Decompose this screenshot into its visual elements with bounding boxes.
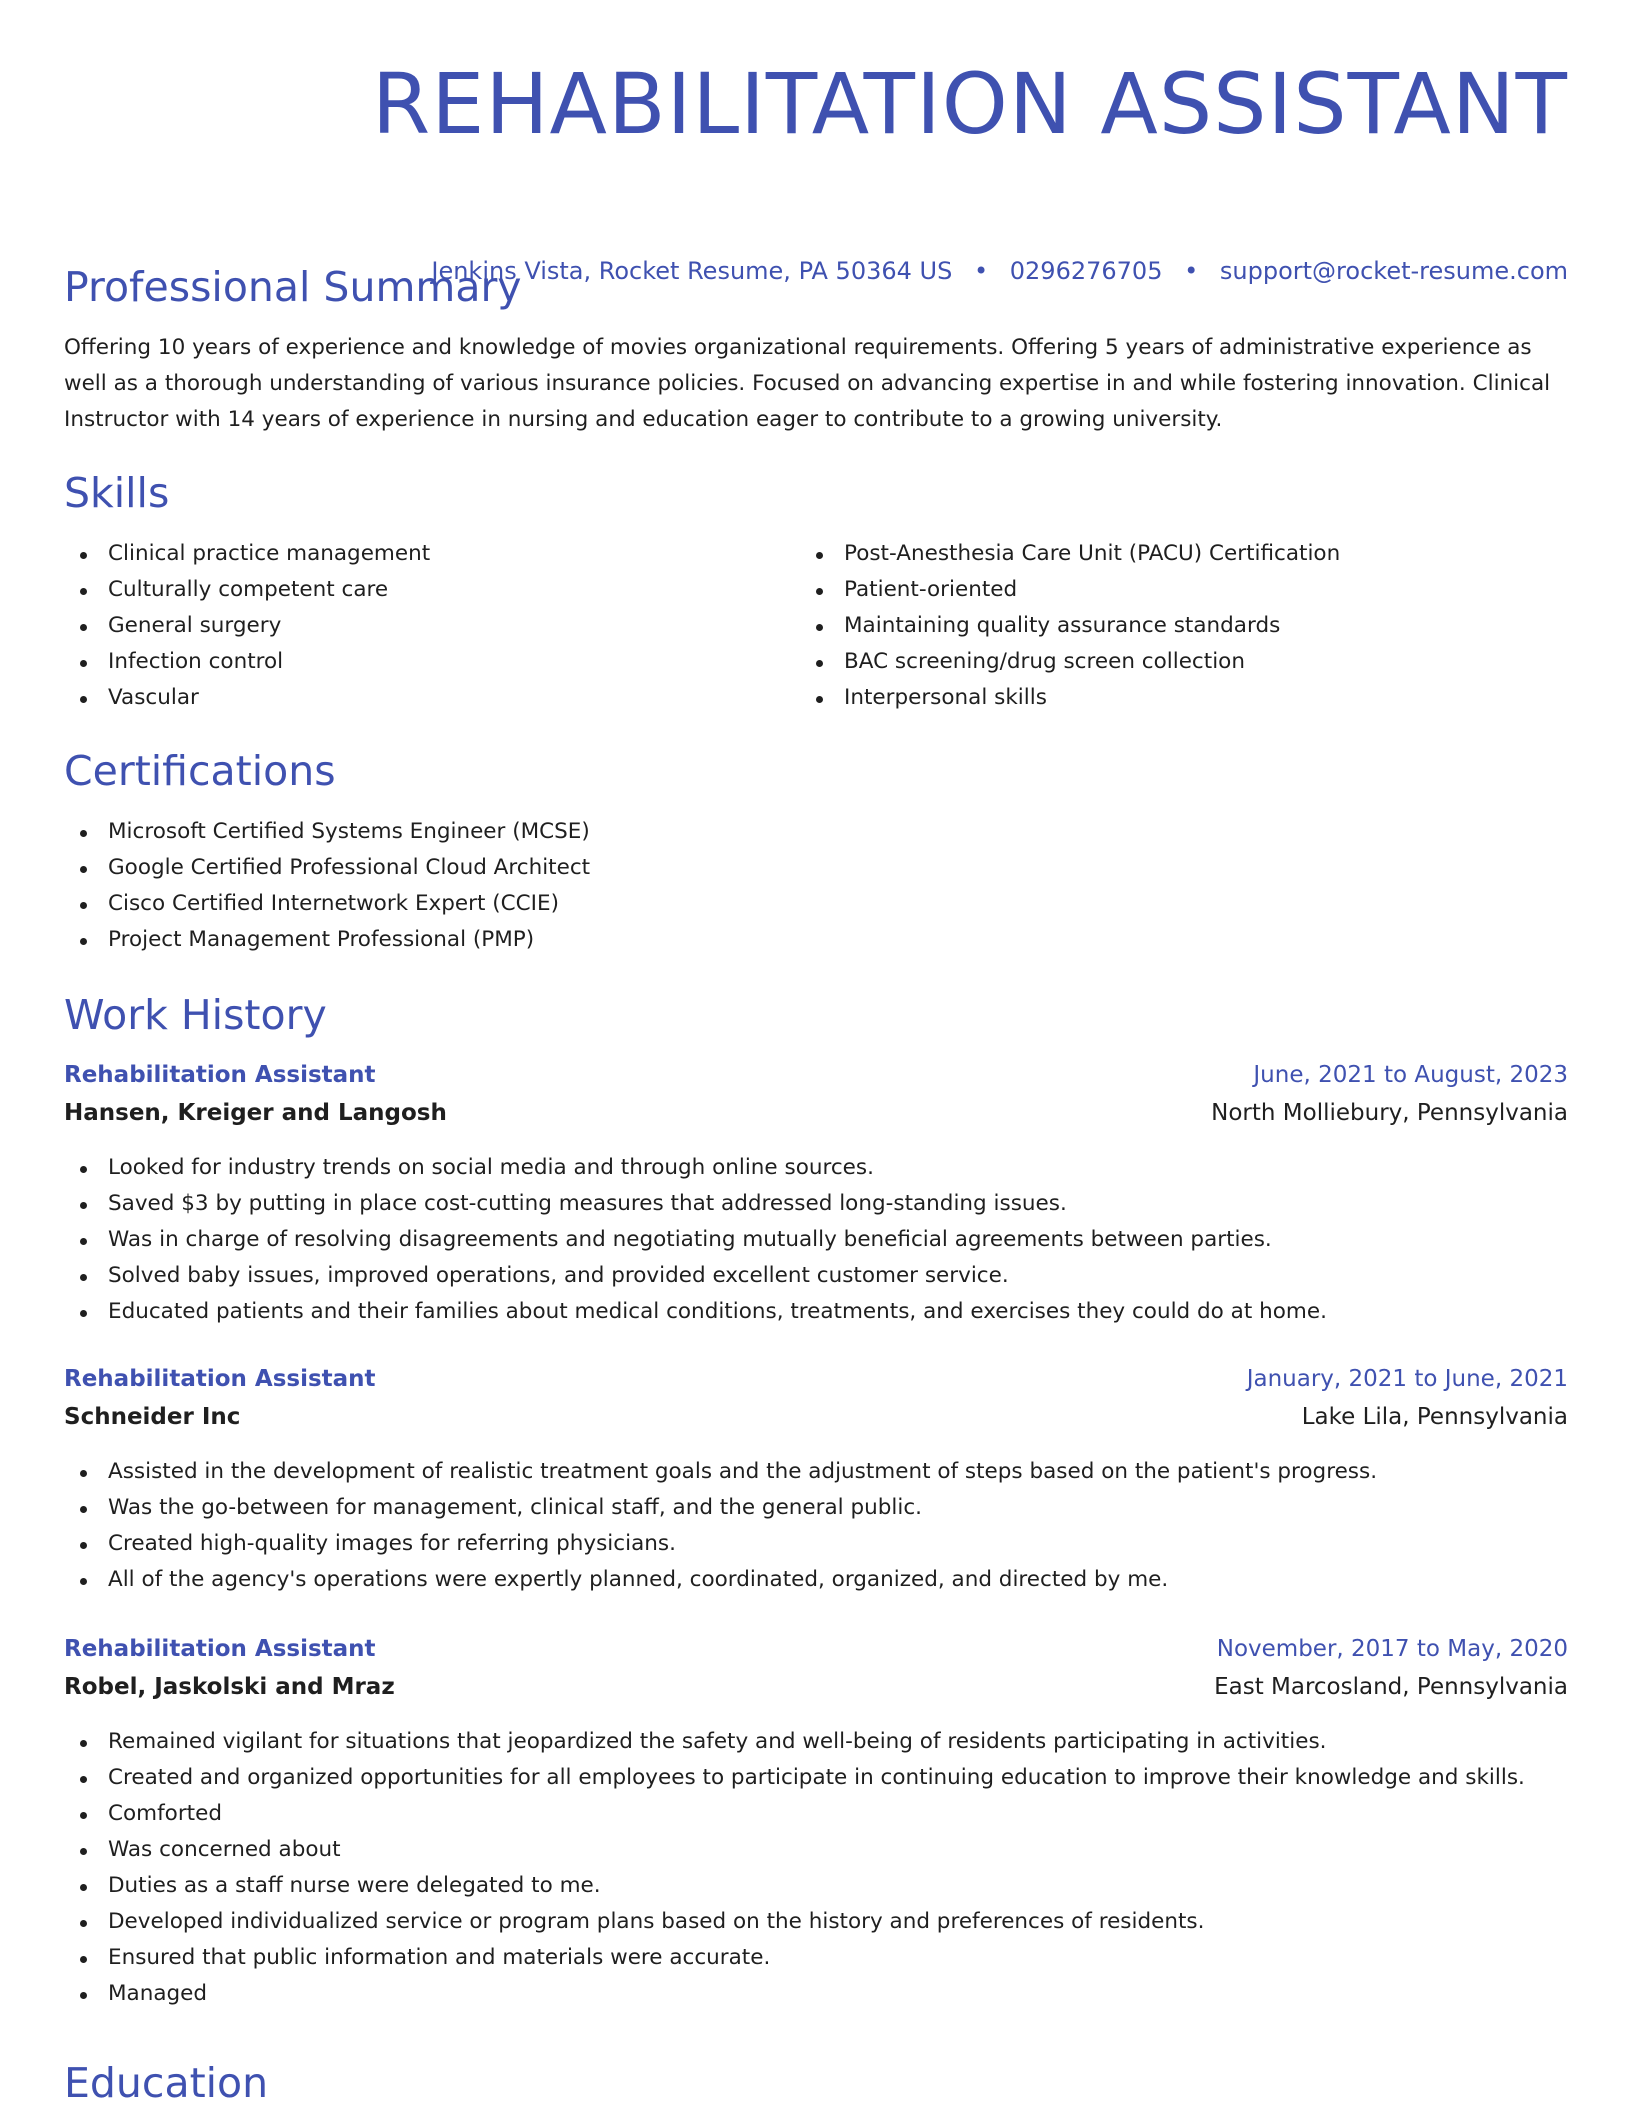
contact-separator: • xyxy=(973,257,989,285)
job-location: East Marcosland, Pennsylvania xyxy=(1214,1674,1568,1700)
job-company: Robel, Jaskolski and Mraz xyxy=(64,1674,395,1700)
job-header xyxy=(64,1632,1568,1708)
resume-name: REHABILITATION ASSISTANT xyxy=(371,55,1568,153)
skill-item: Culturally competent care xyxy=(64,572,430,608)
skill-item: Post-Anesthesia Care Unit (PACU) Certification xyxy=(800,536,1340,572)
certification-item: Project Management Professional (PMP) xyxy=(64,922,590,958)
certification-item: Microsoft Certified Systems Engineer (MCSE) xyxy=(64,814,590,850)
skill-item: BAC screening/drug screen collection xyxy=(800,644,1340,680)
job-bullet: Remained vigilant for situations that jeopardized the safety and well-being of residents participating in activities. xyxy=(64,1724,1525,1760)
job-dates: January, 2021 to June, 2021 xyxy=(1246,1366,1568,1392)
job-header xyxy=(64,1058,1568,1134)
certifications-heading: Certifications xyxy=(64,747,336,795)
job-bullet: Assisted in the development of realistic treatment goals and the adjustment of steps based on the patient's progress. xyxy=(64,1454,1377,1490)
job-bullet: Looked for industry trends on social media and through online sources. xyxy=(64,1150,1327,1186)
summary-text: Offering 10 years of experience and knowledge of movies organizational requirements. Offering 5 years of administrative experience as well as a thorough understanding of various insurance policies. Focused on advancing expertise in and while fostering innovation. Clinical Instructor with 14 years of experience in nursing and education eager to contribute to a growing university. xyxy=(64,335,1551,432)
skill-item: Infection control xyxy=(64,644,430,680)
job-dates: June, 2021 to August, 2023 xyxy=(1253,1062,1568,1088)
skill-item: General surgery xyxy=(64,608,430,644)
skill-item: Maintaining quality assurance standards xyxy=(800,608,1340,644)
job-bullet: Was the go-between for management, clinical staff, and the general public. xyxy=(64,1490,1377,1526)
summary-heading: Professional Summary xyxy=(64,263,522,311)
job-bullet: Was concerned about xyxy=(64,1832,1525,1868)
job-bullets xyxy=(64,1150,1327,1330)
job-bullet: All of the agency's operations were expertly planned, coordinated, organized, and directed by me. xyxy=(64,1562,1377,1598)
job-bullet: Created high-quality images for referring physicians. xyxy=(64,1526,1377,1562)
job-title: Rehabilitation Assistant xyxy=(64,1636,376,1662)
job-bullet: Developed individualized service or program plans based on the history and preferences of residents. xyxy=(64,1904,1525,1940)
job-bullet: Saved $3 by putting in place cost-cutting measures that addressed long-standing issues. xyxy=(64,1186,1327,1222)
job-title: Rehabilitation Assistant xyxy=(64,1366,376,1392)
job-bullet: Managed xyxy=(64,1976,1525,2012)
job-header xyxy=(64,1362,1568,1438)
job-bullet: Was in charge of resolving disagreements and negotiating mutually beneficial agreements between parties. xyxy=(64,1222,1327,1258)
certification-item: Cisco Certified Internetwork Expert (CCIE) xyxy=(64,886,590,922)
work-history-heading: Work History xyxy=(64,991,327,1039)
resume-page xyxy=(64,0,1568,2107)
job-bullet: Educated patients and their families about medical conditions, treatments, and exercises they could do at home. xyxy=(64,1294,1327,1330)
skill-item: Patient-oriented xyxy=(800,572,1340,608)
job-bullet: Ensured that public information and materials were accurate. xyxy=(64,1940,1525,1976)
job-bullet: Duties as a staff nurse were delegated to me. xyxy=(64,1868,1525,1904)
skills-list-left xyxy=(64,536,430,716)
job-title: Rehabilitation Assistant xyxy=(64,1062,376,1088)
skill-item: Interpersonal skills xyxy=(800,680,1340,716)
contact-line xyxy=(431,256,1568,286)
job-location: North Molliebury, Pennsylvania xyxy=(1211,1100,1568,1126)
job-bullet: Comforted xyxy=(64,1796,1525,1832)
job-bullet: Created and organized opportunities for all employees to participate in continuing education to improve their knowledge and skills. xyxy=(64,1760,1525,1796)
job-bullets xyxy=(64,1724,1525,2012)
skills-heading: Skills xyxy=(64,469,170,517)
contact-address: Jenkins Vista, Rocket Resume, PA 50364 US xyxy=(431,257,953,285)
job-location: Lake Lila, Pennsylvania xyxy=(1301,1404,1568,1430)
contact-separator: • xyxy=(1184,257,1199,285)
skill-item: Vascular xyxy=(64,680,430,716)
contact-phone: 0296276705 xyxy=(1009,257,1163,285)
job-bullet: Solved baby issues, improved operations, and provided excellent customer service. xyxy=(64,1258,1327,1294)
education-heading: Education xyxy=(64,2059,269,2107)
contact-email[interactable]: support@rocket-resume.com xyxy=(1219,257,1568,285)
job-dates: November, 2017 to May, 2020 xyxy=(1216,1636,1568,1662)
certifications-list xyxy=(64,814,590,958)
certification-item: Google Certified Professional Cloud Architect xyxy=(64,850,590,886)
skill-item: Clinical practice management xyxy=(64,536,430,572)
job-company: Hansen, Kreiger and Langosh xyxy=(64,1100,447,1126)
skills-list-right xyxy=(800,536,1340,716)
job-bullets xyxy=(64,1454,1377,1598)
job-company: Schneider Inc xyxy=(64,1404,241,1430)
